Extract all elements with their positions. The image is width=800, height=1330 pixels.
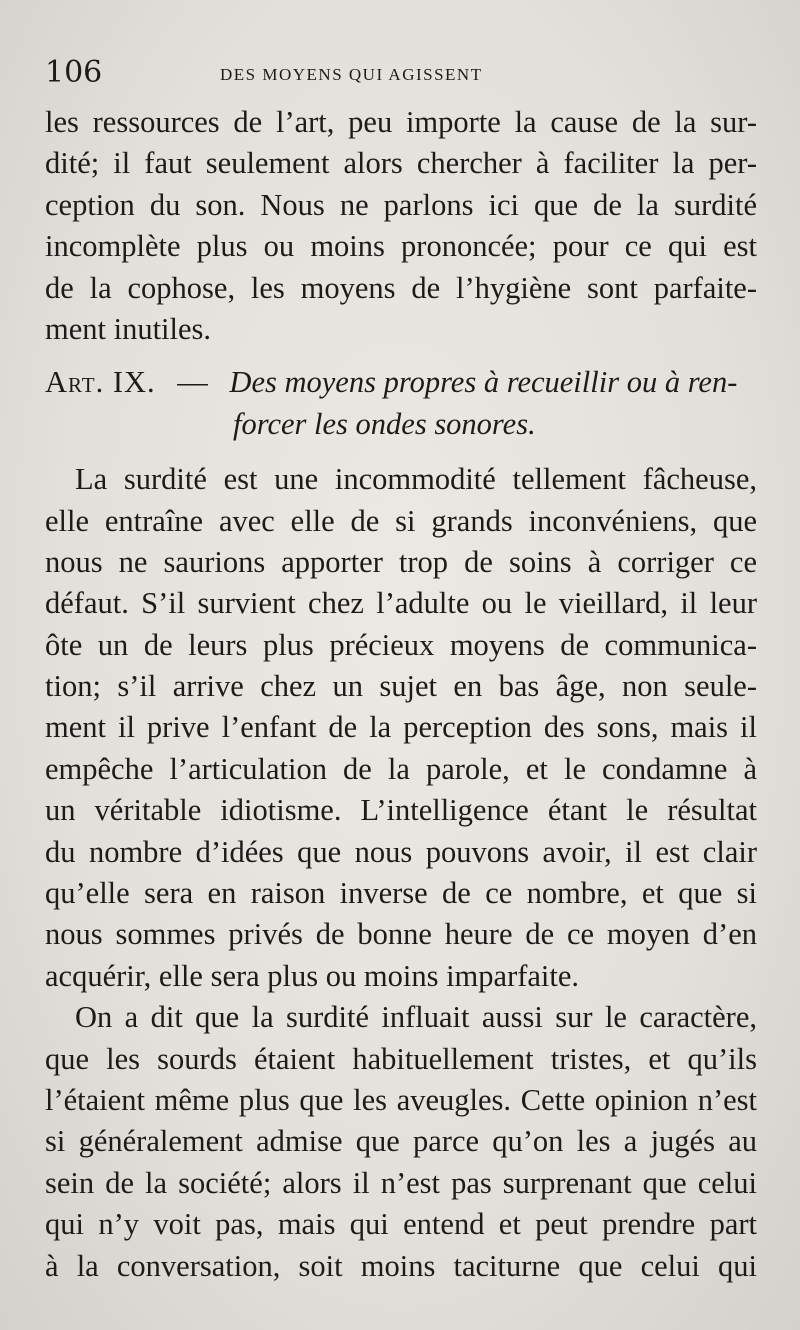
text-line: les ressources de l’art, peu importe la cause de la sur- — [45, 105, 757, 139]
text-line: défaut. S’il survient chez l’adulte ou le vieillard, il leur — [45, 586, 757, 621]
text-line: qui n’y voit pas, mais qui entend et peut prendre part — [45, 1207, 757, 1242]
text-line: ception du son. Nous ne parlons ici que de la surdité — [45, 187, 757, 222]
paragraph-1 — [45, 102, 757, 350]
text-line: si généralement admise que parce qu’on les a jugés au — [45, 1124, 757, 1159]
text-line: dité; il faut seulement alors chercher à faciliter la per- — [45, 146, 757, 181]
text-line: La surdité est une incommodité tellement fâcheuse, — [75, 462, 757, 497]
text-line: un véritable idiotisme. L’intelligence étant le résultat — [45, 793, 757, 828]
text-line: ment inutiles. — [45, 311, 212, 346]
text-line: ment il prive l’enfant de la perception des sons, mais il — [45, 710, 757, 745]
running-title: DES MOYENS QUI AGISSENT — [220, 65, 483, 84]
article-heading-line — [45, 362, 757, 403]
text-line: sein de la société; alors il n’est pas surprenant que celui — [45, 1165, 757, 1200]
article-label: Art. IX. — [45, 365, 156, 400]
text-line: ôte un de leurs plus précieux moyens de communica- — [45, 627, 757, 662]
text-line: l’étaient même plus que les aveugles. Cette opinion n’est — [45, 1082, 757, 1117]
text-line: incomplète plus ou moins prononcée; pour ce qui est — [45, 229, 757, 264]
text-line: que les sourds étaient habituellement tristes, et qu’ils — [45, 1041, 757, 1076]
text-line: qu’elle sera en raison inverse de ce nombre, et que si — [45, 876, 757, 911]
text-line: tion; s’il arrive chez un sujet en bas âge, non seule- — [45, 669, 757, 704]
text-line: du nombre d’idées que nous pouvons avoir, il est clair — [45, 834, 757, 869]
article-title-line-2: forcer les ondes sonores. — [233, 406, 536, 441]
body-text — [45, 102, 757, 1287]
paragraph-3 — [45, 997, 757, 1287]
text-line: empêche l’articulation de la parole, et le condamne à — [45, 751, 757, 786]
article-heading — [45, 362, 757, 445]
page-header — [45, 55, 755, 95]
article-title-line-1: Des moyens propres à recueillir ou à ren- — [229, 365, 738, 400]
text-line: à la conversation, soit moins taciturne que celui qui — [45, 1248, 757, 1283]
paragraph-2 — [45, 459, 757, 997]
text-line: nous ne saurions apporter trop de soins à corriger ce — [45, 544, 757, 579]
text-line: nous sommes privés de bonne heure de ce moyen d’en — [45, 917, 757, 952]
article-dash: — — [177, 365, 208, 400]
text-line: acquérir, elle sera plus ou moins imparfaite. — [45, 958, 580, 993]
text-line: elle entraîne avec elle de si grands inconvéniens, que — [45, 503, 757, 538]
text-line: On a dit que la surdité influait aussi sur le caractère, — [75, 1000, 757, 1035]
page-number: 106 — [45, 55, 103, 90]
text-line: de la cophose, les moyens de l’hygiène sont parfaite- — [45, 270, 757, 305]
